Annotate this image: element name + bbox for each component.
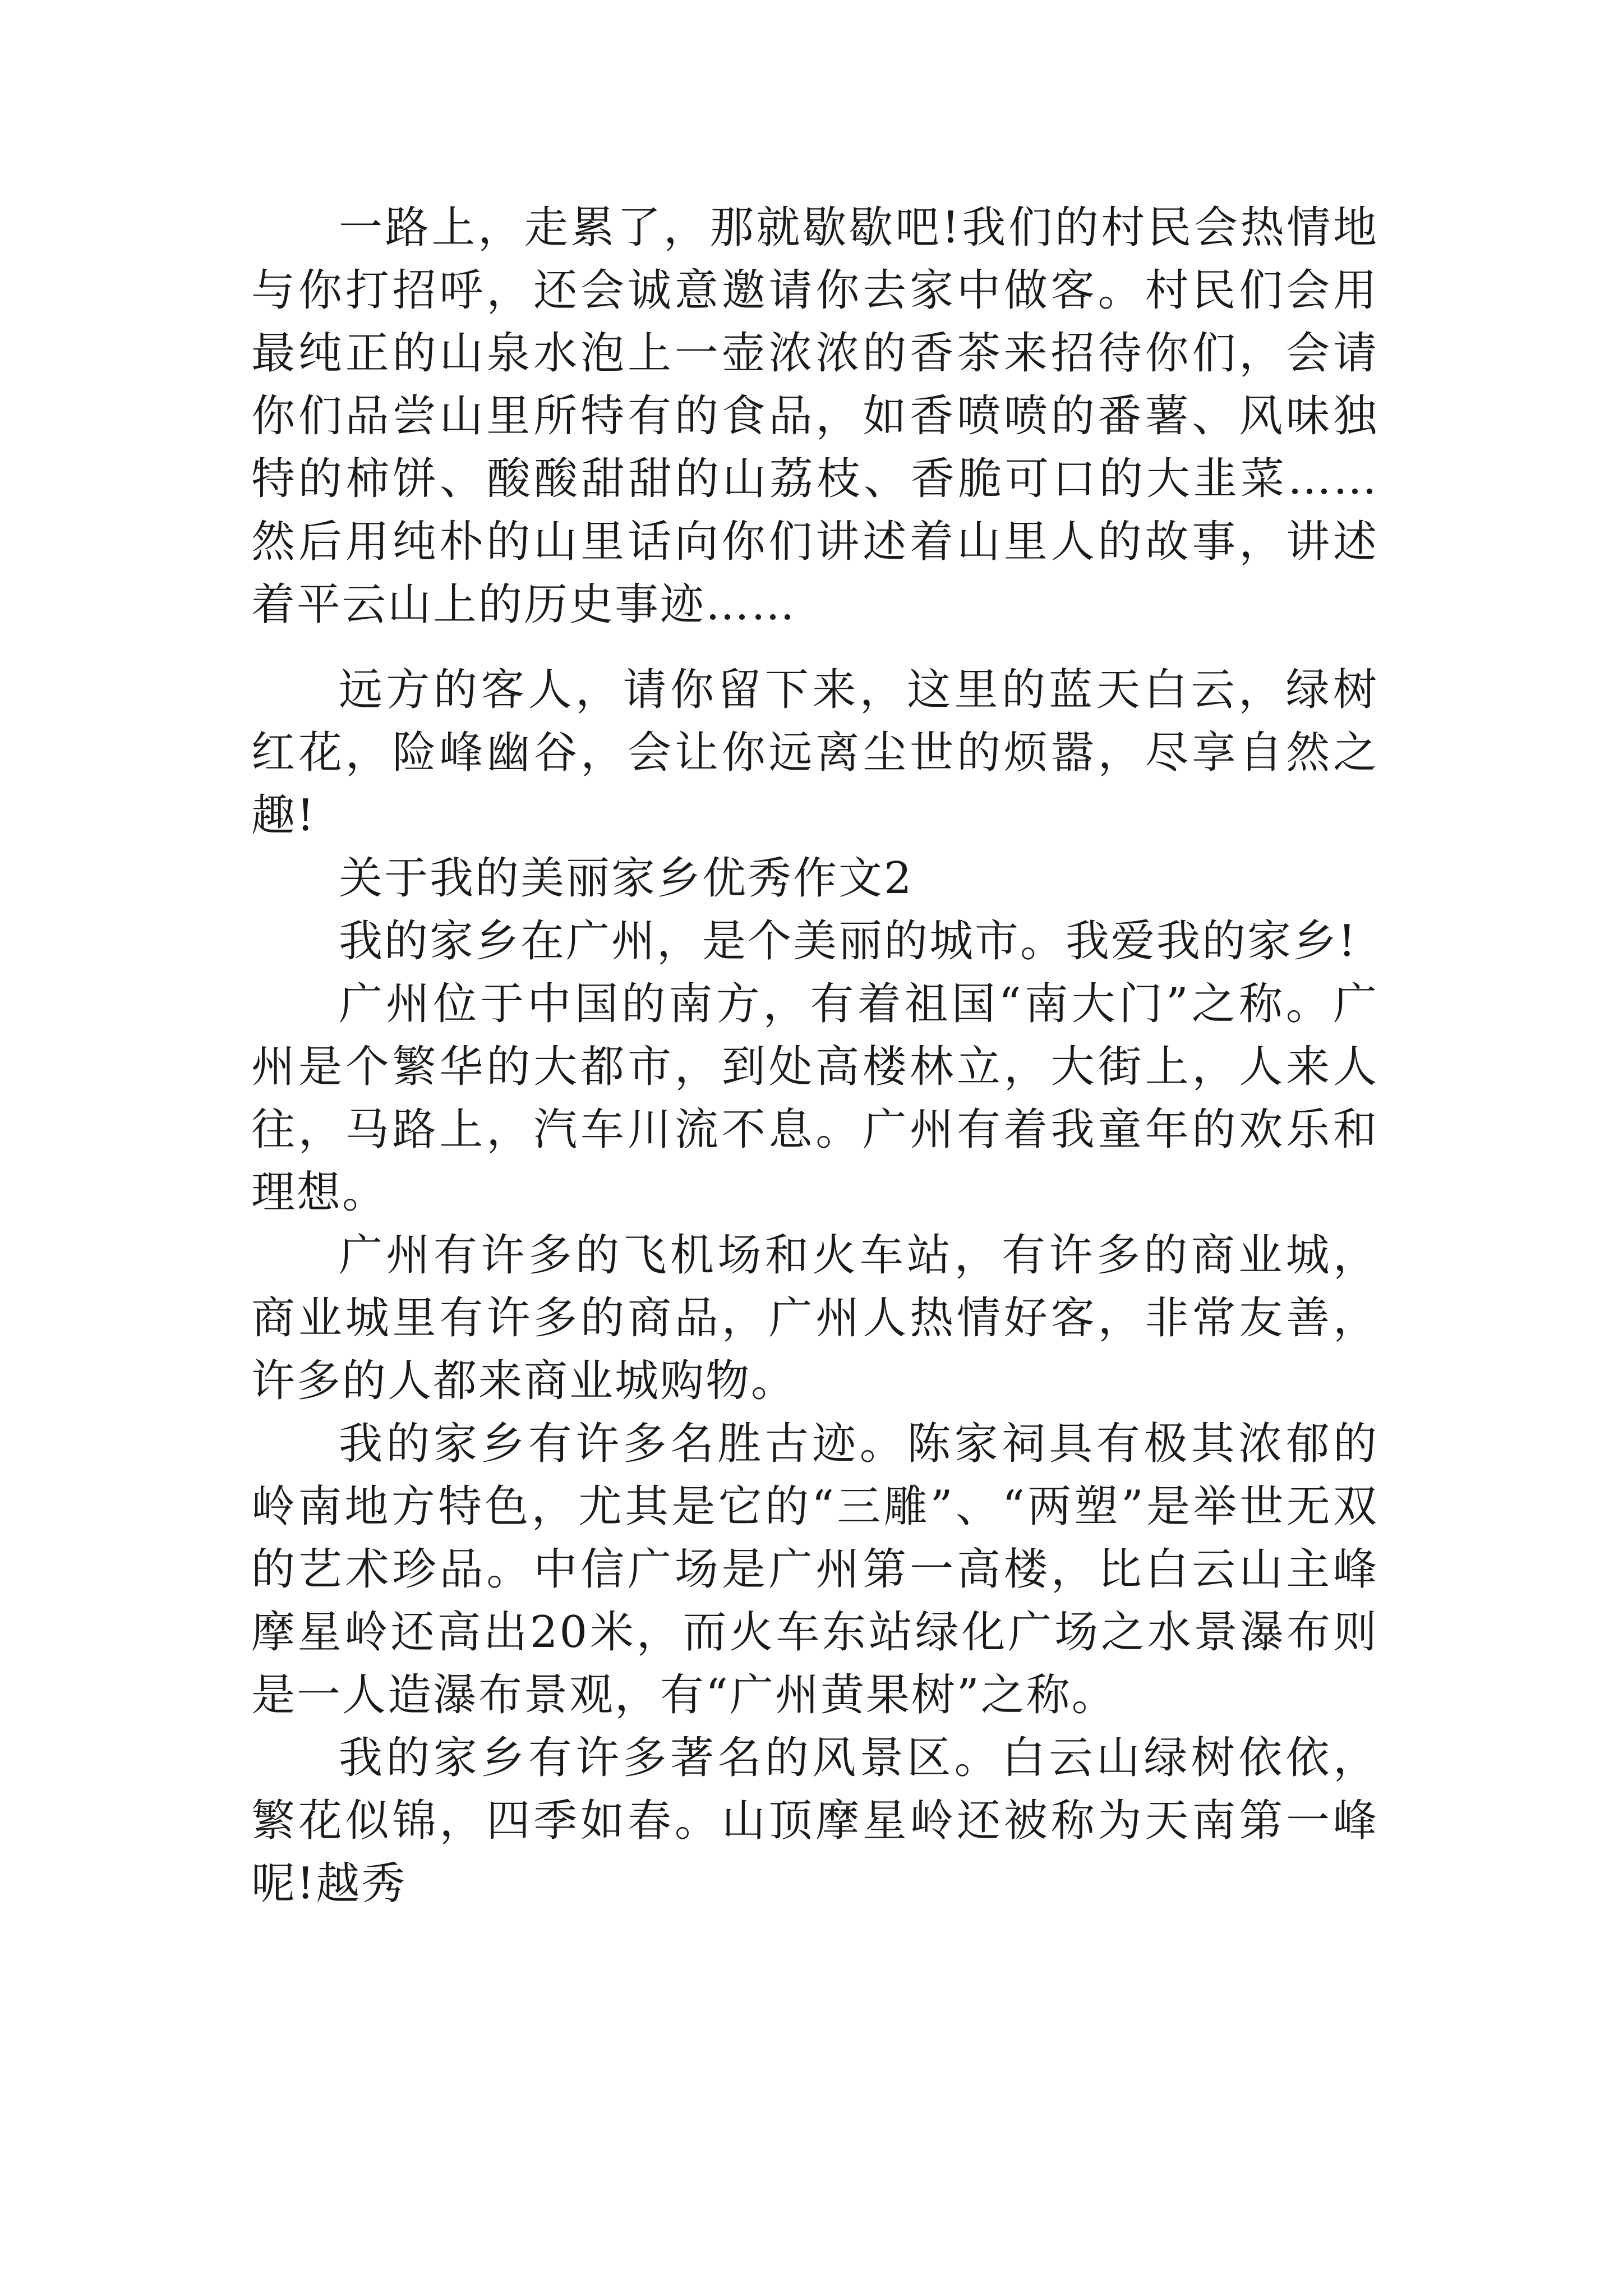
paragraph-village-hospitality: 一路上，走累了，那就歇歇吧!我们的村民会热情地与你打招呼，还会诚意邀请你去家中做客。村民们会用最纯正的山泉水泡上一壶浓浓的香茶来招待你们，会请你们品尝山里所特有的食品，如香喷喷的番薯、风味独特的柿饼、酸酸甜甜的山荔枝、香脆可口的大韭菜……然后用纯朴的山里话向你们讲述着山里人的故事，讲述着平云山上的历史事迹……: [251, 203, 1378, 630]
document-page: [251, 196, 1378, 1915]
paragraph-transport-commerce: 广州有许多的飞机场和火车站，有许多的商业城，商业城里有许多的商品，广州人热情好客，非常友善，许多的人都来商业城购物。: [251, 1230, 1378, 1406]
paragraph-historic-sites: 我的家乡有许多名胜古迹。陈家祠具有极其浓郁的岭南地方特色，尤其是它的“三雕”、“两塑”是举世无双的艺术珍品。中信广场是广州第一高楼，比白云山主峰摩星岭还高出20米，而火车东站绿化广场之水景瀑布则是一人造瀑布景观，有“广州黄果树”之称。: [251, 1419, 1378, 1720]
paragraph-scenic-areas: 我的家乡有许多著名的风景区。白云山绿树依依，繁花似锦，四季如春。山顶摩星岭还被称为天南第一峰呢!越秀: [251, 1733, 1378, 1909]
essay-title: 关于我的美丽家乡优秀作文2: [339, 853, 914, 904]
paragraph-hometown-intro: 我的家乡在广州，是个美丽的城市。我爱我的家乡!: [339, 916, 1358, 967]
paragraph-guangzhou-location: 广州位于中国的南方，有着祖国“南大门”之称。广州是个繁华的大都市，到处高楼林立，大街上，人来人往，马路上，汽车川流不息。广州有着我童年的欢乐和理想。: [251, 979, 1378, 1218]
paragraph-invitation: 远方的客人，请你留下来，这里的蓝天白云，绿树红花，险峰幽谷，会让你远离尘世的烦嚣，尽享自然之趣!: [251, 665, 1378, 841]
